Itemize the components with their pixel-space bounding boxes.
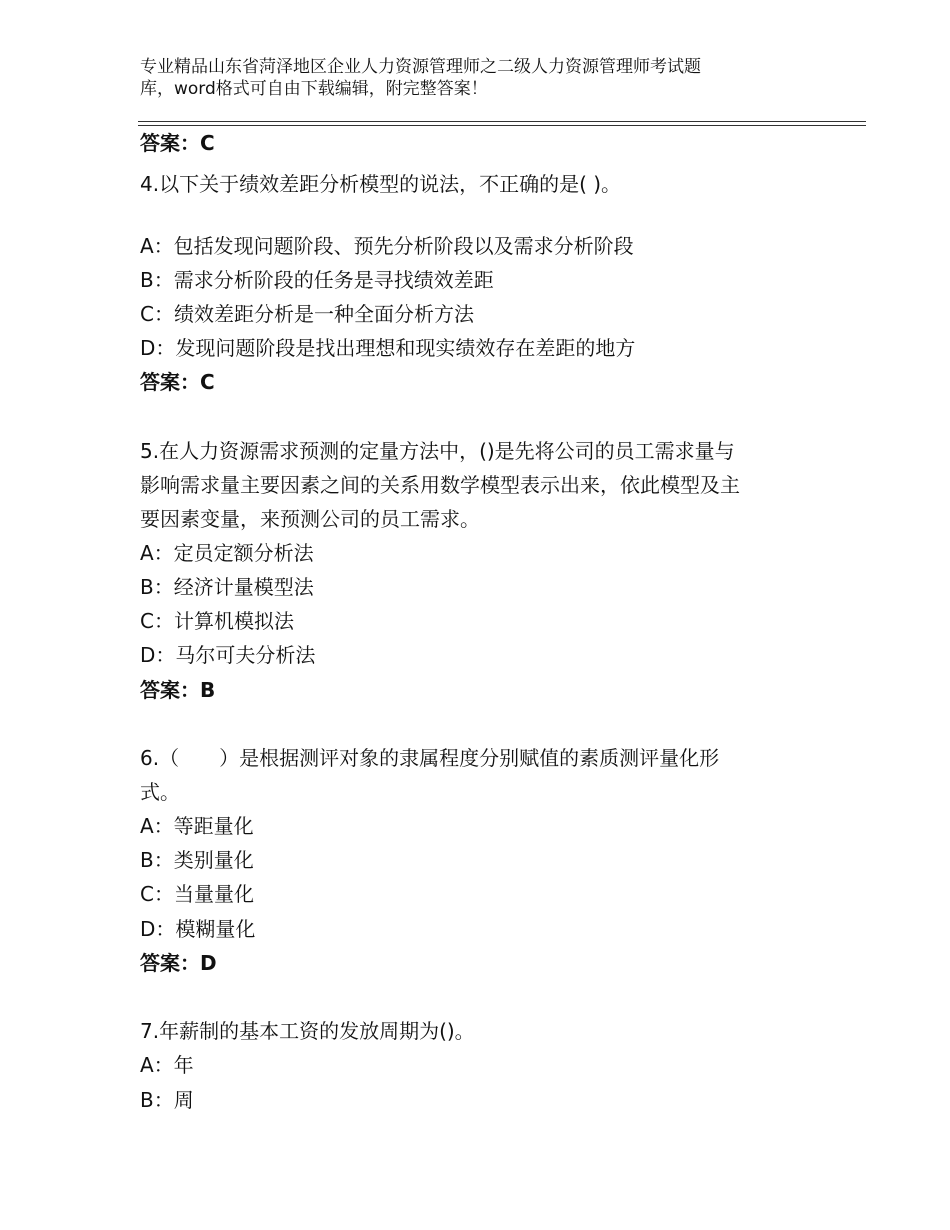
question-5-answer: 答案：B: [140, 678, 216, 702]
question-7-stem: 7.年薪制的基本工资的发放周期为()。: [140, 1019, 475, 1043]
header-rule-bottom: [138, 125, 866, 126]
question-6-answer: 答案：D: [140, 951, 217, 975]
question-6-option-d: D：模糊量化: [140, 917, 256, 941]
question-6-stem-1: 6.（ ）是根据测评对象的隶属程度分别赋值的素质测评量化形: [140, 746, 720, 770]
question-4-answer: 答案：C: [140, 370, 215, 394]
question-5-stem-3: 要因素变量，来预测公司的员工需求。: [140, 507, 480, 531]
question-5-option-c: C：计算机模拟法: [140, 609, 294, 633]
question-4-option-c: C：绩效差距分析是一种全面分析方法: [140, 302, 474, 326]
answer-prev: 答案：C: [140, 131, 215, 155]
header-line-2: 库，word格式可自由下载编辑，附完整答案！: [140, 79, 488, 99]
question-6-option-b: B：类别量化: [140, 848, 254, 872]
question-5-stem-2: 影响需求量主要因素之间的关系用数学模型表示出来，依此模型及主: [140, 473, 740, 497]
header-rule-top: [138, 121, 866, 122]
question-4-option-b: B：需求分析阶段的任务是寻找绩效差距: [140, 268, 494, 292]
question-5-option-b: B：经济计量模型法: [140, 575, 314, 599]
question-5-stem-1: 5.在人力资源需求预测的定量方法中，()是先将公司的员工需求量与: [140, 439, 735, 463]
question-4-option-d: D：发现问题阶段是找出理想和现实绩效存在差距的地方: [140, 336, 636, 360]
question-5-option-a: A：定员定额分析法: [140, 541, 314, 565]
question-4-stem: 4.以下关于绩效差距分析模型的说法，不正确的是( )。: [140, 172, 622, 196]
question-7-option-b: B：周: [140, 1088, 194, 1112]
question-4-option-a: A：包括发现问题阶段、预先分析阶段以及需求分析阶段: [140, 234, 634, 258]
question-6-option-a: A：等距量化: [140, 814, 254, 838]
question-6-stem-2: 式。: [140, 780, 180, 804]
document-header: [140, 56, 840, 100]
question-5-option-d: D：马尔可夫分析法: [140, 643, 316, 667]
header-line-1: 专业精品山东省菏泽地区企业人力资源管理师之二级人力资源管理师考试题: [140, 57, 701, 77]
question-6-option-c: C：当量量化: [140, 882, 254, 906]
question-7-option-a: A：年: [140, 1053, 194, 1077]
